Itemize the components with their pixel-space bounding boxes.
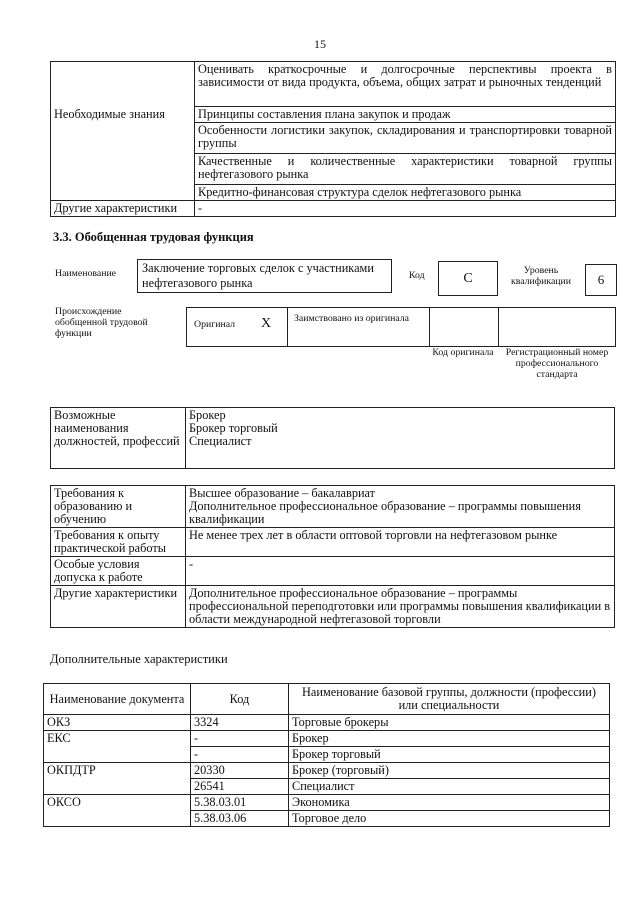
table-row (44, 763, 610, 779)
knowledge-table (50, 61, 616, 217)
table-row (51, 62, 616, 107)
table-row (51, 557, 615, 586)
group-name-cell: Брокер (289, 731, 610, 747)
table-row (51, 408, 615, 469)
name-label: Наименование (55, 268, 117, 279)
requirement-value (186, 586, 615, 628)
reg-number-caption: Регистрационный номер профессионального стандарта (505, 347, 609, 380)
group-name-cell: Брокер (торговый) (289, 763, 610, 779)
extra-heading: Дополнительные характеристики (50, 652, 228, 666)
column-header: Наименование базовой группы, должности (профессии) или специальности (289, 684, 610, 715)
origin-label: Происхождение обобщенной трудовой функции (55, 306, 148, 339)
extra-table (43, 683, 610, 827)
section-heading: 3.3. Обобщенная трудовая функция (53, 230, 254, 244)
requirement-label: Требования к образованию и обучению (51, 486, 186, 528)
function-name: Заключение торговых сделок с участниками нефтегазового рынка (137, 259, 392, 293)
requirement-text: - (189, 557, 194, 571)
table-row (51, 486, 615, 528)
table-header-row (44, 684, 610, 715)
knowledge-item: Особенности логистики закупок, складирования и транспортировки товарной группы (195, 123, 616, 154)
doc-name-cell: ОКСО (44, 795, 191, 827)
group-name-cell: Экономика (289, 795, 610, 811)
group-name-cell: Торговые брокеры (289, 715, 610, 731)
requirements-table (50, 485, 615, 628)
group-name-cell: Брокер торговый (289, 747, 610, 763)
code-cell: - (191, 747, 289, 763)
level-label: Уровень квалификации (510, 265, 572, 287)
requirement-text: Дополнительное профессиональное образование – программы профессиональной переподготовки или программы повышения квалификации в области международной нефтегазовой торговли (189, 586, 611, 626)
group-name-cell: Торговое дело (289, 811, 610, 827)
page-number: 15 (314, 37, 326, 51)
code-cell: 26541 (191, 779, 289, 795)
original-label: Оригинал (194, 319, 236, 330)
requirement-value (186, 528, 615, 557)
code-original-caption: Код оригинала (432, 347, 494, 358)
knowledge-item: Принципы составления плана закупок и продаж (195, 107, 616, 123)
table-row (44, 795, 610, 811)
table-row (51, 107, 616, 123)
column-header: Наименование документа (44, 684, 191, 715)
table-row (44, 715, 610, 731)
knowledge-item: Качественные и количественные характеристики товарной группы нефтегазового рынка (195, 154, 616, 185)
knowledge-label: Другие характеристики (51, 201, 195, 217)
knowledge-item: Оценивать краткосрочные и долгосрочные перспективы проекта в зависимости от вида продукта, объема, общих затрат и рыночных тенденций (195, 62, 616, 107)
doc-name-cell: ОКЗ (44, 715, 191, 731)
table-row (44, 731, 610, 747)
position-item: Брокер торговый (189, 421, 278, 435)
code-label: Код (409, 270, 425, 281)
doc-name-cell: ЕКС (44, 731, 191, 763)
knowledge-item: Кредитно-финансовая структура сделок нефтегазового рынка (195, 185, 616, 201)
group-name-cell: Специалист (289, 779, 610, 795)
knowledge-label: Необходимые знания (51, 107, 195, 201)
function-code: C (438, 261, 498, 296)
position-item: Специалист (189, 434, 252, 448)
table-row (51, 201, 616, 217)
original-mark: X (261, 316, 272, 331)
table-row (51, 528, 615, 557)
knowledge-item: - (195, 201, 616, 217)
position-item: Брокер (189, 408, 226, 422)
column-header: Код (191, 684, 289, 715)
requirement-label: Требования к опыту практической работы (51, 528, 186, 557)
code-cell: 5.38.03.06 (191, 811, 289, 827)
requirement-label: Особые условия допуска к работе (51, 557, 186, 586)
table-row (51, 586, 615, 628)
requirement-text: Не менее трех лет в области оптовой торговли на нефтегазовом рынке (189, 528, 558, 542)
qualification-level: 6 (585, 264, 617, 296)
positions-values (186, 408, 615, 469)
borrowed-label: Заимствовано из оригинала (294, 313, 409, 324)
requirement-text: Дополнительное профессиональное образование – программы повышения квалификации (189, 499, 581, 526)
positions-label: Возможные наименования должностей, профессий (51, 408, 186, 469)
code-cell: 3324 (191, 715, 289, 731)
doc-name-cell: ОКПДТР (44, 763, 191, 795)
requirement-value (186, 557, 615, 586)
requirement-text: Высшее образование – бакалавриат (189, 486, 376, 500)
code-cell: 5.38.03.01 (191, 795, 289, 811)
positions-table (50, 407, 615, 469)
code-cell: - (191, 731, 289, 747)
requirement-value (186, 486, 615, 528)
requirement-label: Другие характеристики (51, 586, 186, 628)
code-cell: 20330 (191, 763, 289, 779)
